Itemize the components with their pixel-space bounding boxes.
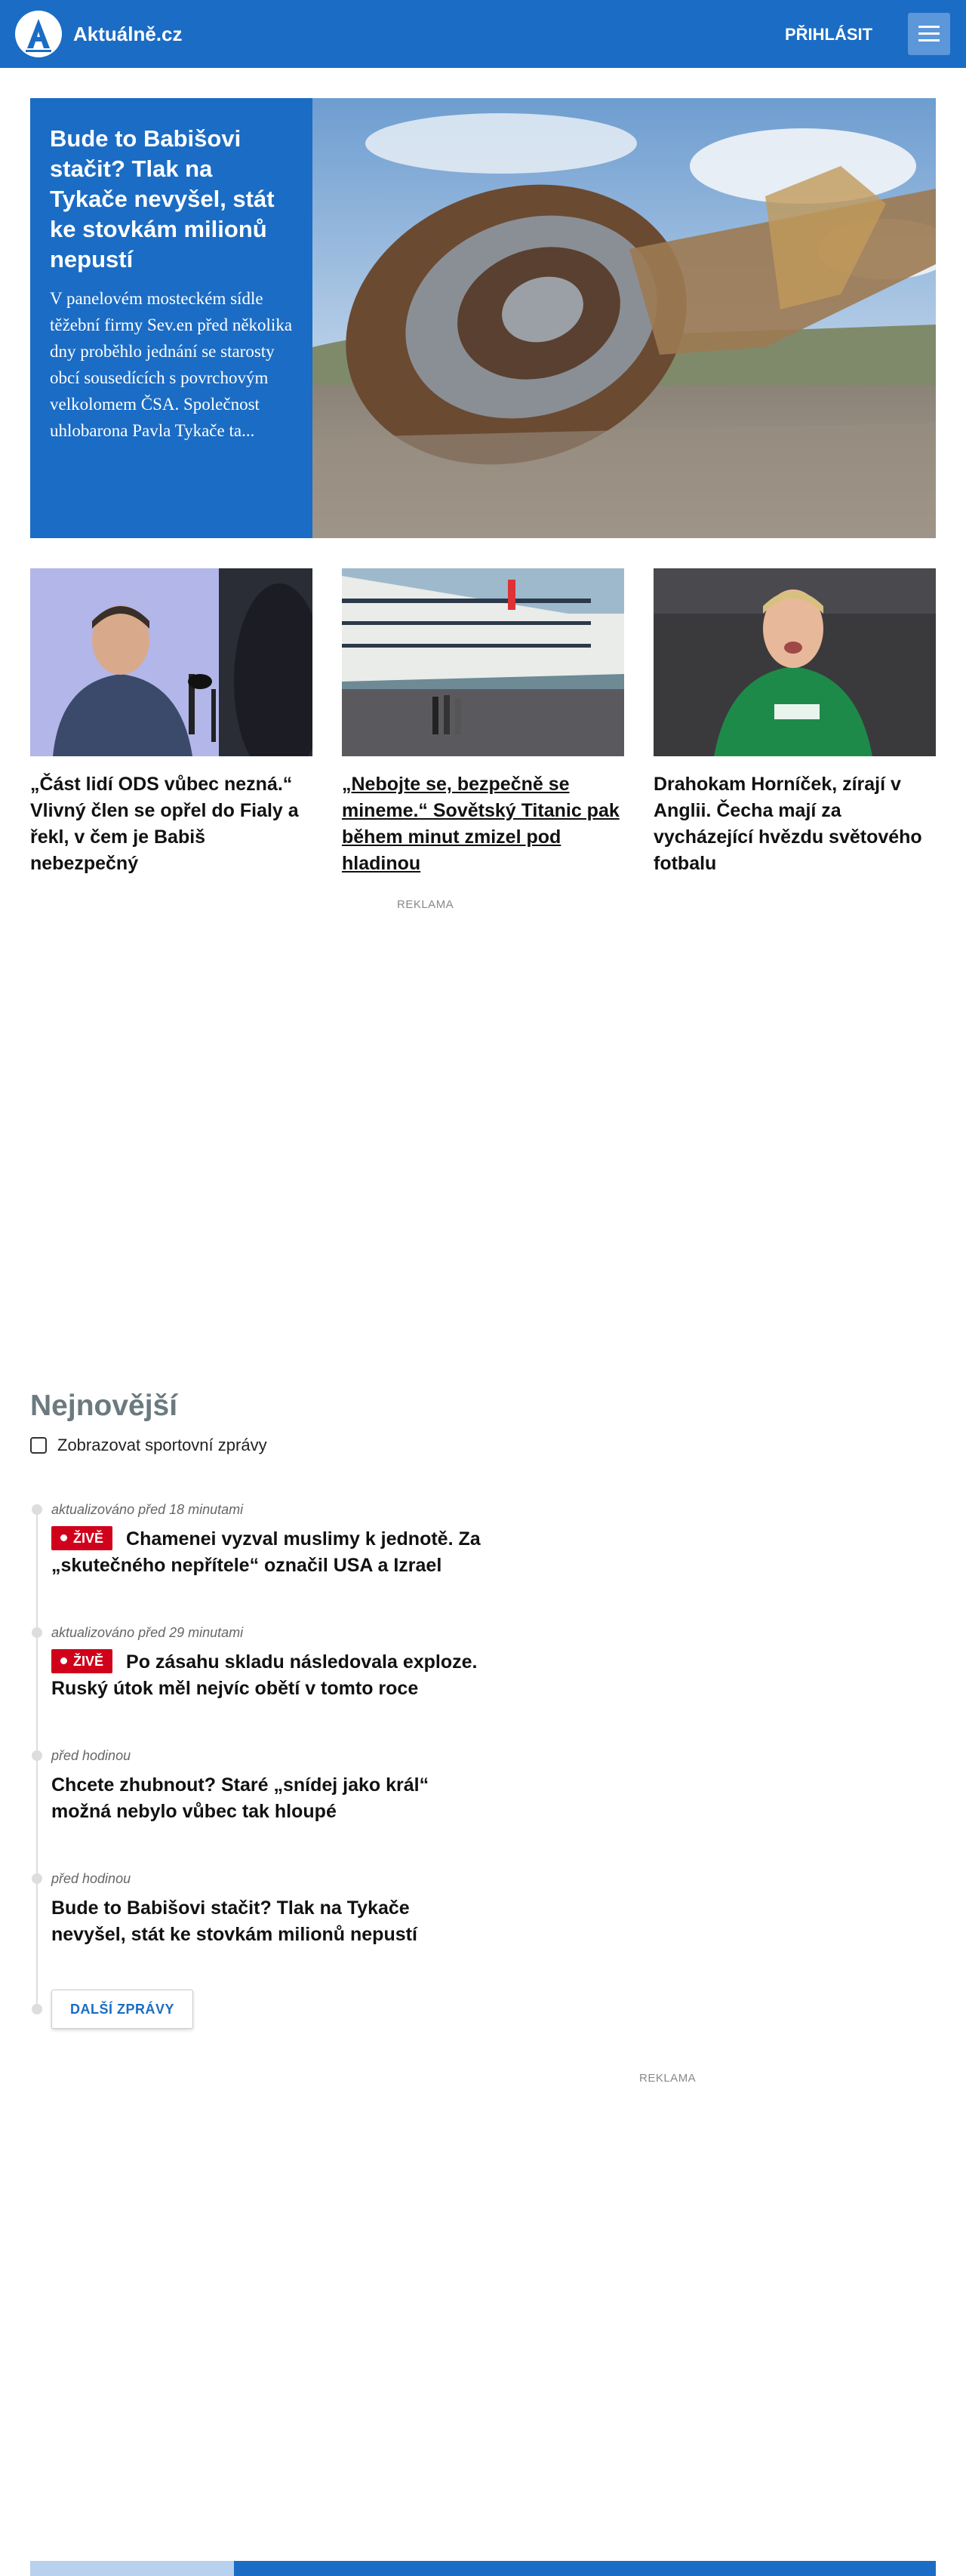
site-name[interactable]: Aktuálně.cz [73, 23, 183, 45]
hamburger-icon [918, 26, 940, 28]
article-card[interactable] [342, 568, 624, 877]
hero-perex: V panelovém mosteckém sídle těžební firmy Sev.en před několika dny proběhlo jednání se starosty obcí sousedících s povrchovým velkolomem ČSA. Společnost uhlobarona Pavla Tykače ta... [50, 289, 293, 440]
hero-title[interactable]: Bude to Babišovi stačit? Tlak na Tykače nevyšel, stát ke stovkám milionů nepustí [50, 125, 275, 272]
timeline-dot [32, 1504, 42, 1515]
ad-label: REKLAMA [639, 2072, 697, 2085]
article-card-image[interactable] [30, 568, 312, 756]
article-card-image[interactable] [342, 568, 624, 756]
news-item[interactable] [51, 1870, 489, 1948]
hero-text-panel [30, 98, 312, 538]
article-card-title[interactable]: „Nebojte se, bezpečně se mineme.“ Sovětský Titanic pak během minut zmizel pod hladinou [342, 774, 620, 874]
news-item[interactable] [51, 1623, 489, 1702]
bottom-banner-strip [30, 2561, 936, 2576]
news-item[interactable] [51, 1500, 489, 1579]
sport-news-checkbox[interactable] [30, 1437, 47, 1454]
more-news-button[interactable]: DALŠÍ ZPRÁVY [51, 1990, 193, 2029]
site-logo[interactable] [15, 11, 62, 57]
live-dot-icon [60, 1534, 67, 1541]
hamburger-icon [918, 39, 940, 42]
site-header [0, 0, 966, 68]
news-item-headline[interactable]: Bude to Babišovi stačit? Tlak na Tykače nevyšel, stát ke stovkám milionů nepustí [51, 1897, 417, 1945]
hamburger-icon [918, 32, 940, 35]
news-item-headline[interactable]: ŽIVĚ Po zásahu skladu následovala exploze. Ruský útok měl nejvíc obětí v tomto roce [51, 1649, 489, 1702]
login-button[interactable]: PŘIHLÁSIT [785, 25, 873, 44]
latest-news-heading: Nejnovější [30, 1390, 178, 1422]
timeline-dot [32, 2004, 42, 2014]
timeline-dot [32, 1627, 42, 1638]
live-badge: ŽIVĚ [51, 1649, 112, 1673]
news-item-time: aktualizováno před 18 minutami [51, 1502, 244, 1517]
sport-news-label[interactable]: Zobrazovat sportovní zprávy [57, 1436, 267, 1454]
news-item-time: před hodinou [51, 1748, 131, 1763]
article-card[interactable] [30, 568, 312, 877]
hero-article[interactable] [30, 98, 936, 538]
article-card[interactable] [654, 568, 936, 877]
hero-image[interactable] [312, 98, 936, 538]
news-item-time: před hodinou [51, 1871, 131, 1886]
live-badge: ŽIVĚ [51, 1526, 112, 1550]
timeline-dot [32, 1750, 42, 1761]
article-card-image[interactable] [654, 568, 936, 756]
article-card-title[interactable]: Drahokam Horníček, zírají v Anglii. Čecha mají za vycházející hvězdu světového fotbalu [654, 774, 922, 874]
timeline-dot [32, 1873, 42, 1884]
logo-a-icon [15, 11, 62, 57]
news-item-headline[interactable]: ŽIVĚ Chamenei vyzval muslimy k jednotě. Za „skutečného nepřítele“ označil USA a Izrael [51, 1526, 489, 1579]
live-dot-icon [60, 1657, 67, 1664]
bottom-banner-segment [30, 2561, 234, 2576]
news-item-time: aktualizováno před 29 minutami [51, 1625, 244, 1640]
menu-button[interactable] [908, 13, 950, 55]
news-item[interactable] [51, 1747, 489, 1825]
sport-news-toggle[interactable] [30, 1434, 267, 1457]
news-item-headline[interactable]: Chcete zhubnout? Staré „snídej jako král“ možná nebylo vůbec tak hloupé [51, 1774, 429, 1822]
article-card-title[interactable]: „Část lidí ODS vůbec nezná.“ Vlivný člen se opřel do Fialy a řekl, v čem je Babiš nebezpečný [30, 774, 299, 874]
ad-label: REKLAMA [397, 898, 454, 911]
